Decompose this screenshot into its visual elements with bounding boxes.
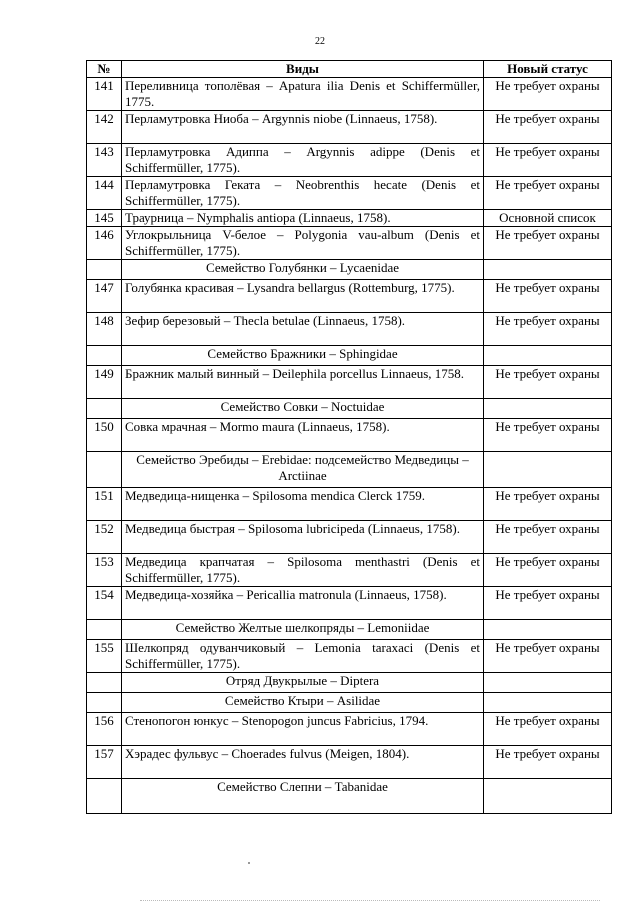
- species-name: Перламутровка Ниоба – Argynnis niobe (Linnaeus, 1758).: [122, 111, 484, 144]
- footer-dotted-line: [140, 900, 600, 901]
- species-name: Перламутровка Адиппа – Argynnis adippe (Denis et Schiffermüller, 1775).: [122, 144, 484, 177]
- species-number: 148: [87, 313, 122, 346]
- family-status-cell: [484, 399, 612, 419]
- family-name: Семейство Ктыри – Asilidae: [122, 693, 484, 713]
- table-row: [87, 227, 612, 260]
- species-status: Не требует охраны: [484, 713, 612, 746]
- table-row: [87, 280, 612, 313]
- table-row: [87, 177, 612, 210]
- species-status: Не требует охраны: [484, 587, 612, 620]
- table-row: [87, 210, 612, 227]
- table-row: [87, 78, 612, 111]
- family-row: [87, 346, 612, 366]
- family-number-cell: [87, 779, 122, 814]
- family-number-cell: [87, 260, 122, 280]
- family-name: Отряд Двукрылые – Diptera: [122, 673, 484, 693]
- table-header-row: [87, 61, 612, 78]
- family-number-cell: [87, 346, 122, 366]
- species-number: 145: [87, 210, 122, 227]
- species-number: 143: [87, 144, 122, 177]
- species-name: Бражник малый винный – Deilephila porcellus Linnaeus, 1758.: [122, 366, 484, 399]
- family-status-cell: [484, 673, 612, 693]
- family-name: Семейство Эребиды – Erebidae: подсемейство Медведицы – Arctiinae: [122, 452, 484, 488]
- species-status: Не требует охраны: [484, 78, 612, 111]
- species-status: Не требует охраны: [484, 366, 612, 399]
- species-number: 141: [87, 78, 122, 111]
- species-name: Траурница – Nymphalis antiopa (Linnaeus, 1758).: [122, 210, 484, 227]
- page-number: 22: [315, 36, 325, 47]
- family-status-cell: [484, 620, 612, 640]
- scan-speck: [248, 862, 250, 864]
- family-status-cell: [484, 452, 612, 488]
- table-row: [87, 640, 612, 673]
- species-number: 150: [87, 419, 122, 452]
- species-table: [86, 60, 612, 814]
- family-status-cell: [484, 693, 612, 713]
- family-row: [87, 673, 612, 693]
- species-name: Медведица-нищенка – Spilosoma mendica Clerck 1759.: [122, 488, 484, 521]
- table-row: [87, 521, 612, 554]
- species-status: Не требует охраны: [484, 313, 612, 346]
- table-row: [87, 713, 612, 746]
- family-row: [87, 260, 612, 280]
- table-row: [87, 554, 612, 587]
- family-number-cell: [87, 399, 122, 419]
- family-number-cell: [87, 620, 122, 640]
- species-status: Не требует охраны: [484, 111, 612, 144]
- species-number: 142: [87, 111, 122, 144]
- family-status-cell: [484, 346, 612, 366]
- species-number: 154: [87, 587, 122, 620]
- species-status: Не требует охраны: [484, 746, 612, 779]
- family-row: [87, 452, 612, 488]
- species-name: Переливница тополёвая – Apatura ilia Denis et Schiffermüller, 1775.: [122, 78, 484, 111]
- family-name: Семейство Желтые шелкопряды – Lemoniidae: [122, 620, 484, 640]
- family-name: Семейство Бражники – Sphingidae: [122, 346, 484, 366]
- family-number-cell: [87, 452, 122, 488]
- species-number: 156: [87, 713, 122, 746]
- species-number: 153: [87, 554, 122, 587]
- species-status: Не требует охраны: [484, 144, 612, 177]
- species-name: Стенопогон юнкус – Stenopogon juncus Fabricius, 1794.: [122, 713, 484, 746]
- family-name: Семейство Слепни – Tabanidae: [122, 779, 484, 814]
- table-row: [87, 313, 612, 346]
- species-number: 151: [87, 488, 122, 521]
- header-number: №: [87, 61, 122, 78]
- species-name: Хэрадес фульвус – Choerades fulvus (Meigen, 1804).: [122, 746, 484, 779]
- species-name: Медведица крапчатая – Spilosoma menthastri (Denis et Schiffermüller, 1775).: [122, 554, 484, 587]
- family-number-cell: [87, 693, 122, 713]
- table-row: [87, 419, 612, 452]
- family-number-cell: [87, 673, 122, 693]
- table-body: [87, 78, 612, 814]
- table-row: [87, 587, 612, 620]
- family-row: [87, 399, 612, 419]
- table-row: [87, 144, 612, 177]
- header-status: Новый статус: [484, 61, 612, 78]
- family-name: Семейство Совки – Noctuidae: [122, 399, 484, 419]
- header-species: Виды: [122, 61, 484, 78]
- species-number: 157: [87, 746, 122, 779]
- table-row: [87, 746, 612, 779]
- family-status-cell: [484, 260, 612, 280]
- table-row: [87, 111, 612, 144]
- species-status: Не требует охраны: [484, 177, 612, 210]
- table-row: [87, 488, 612, 521]
- species-number: 155: [87, 640, 122, 673]
- species-name: Зефир березовый – Thecla betulae (Linnaeus, 1758).: [122, 313, 484, 346]
- species-status: Не требует охраны: [484, 419, 612, 452]
- species-name: Голубянка красивая – Lysandra bellargus (Rottemburg, 1775).: [122, 280, 484, 313]
- family-name: Семейство Голубянки – Lycaenidae: [122, 260, 484, 280]
- species-name: Шелкопряд одуванчиковый – Lemonia taraxaci (Denis et Schiffermüller, 1775).: [122, 640, 484, 673]
- species-number: 147: [87, 280, 122, 313]
- species-number: 152: [87, 521, 122, 554]
- species-status: Не требует охраны: [484, 554, 612, 587]
- family-row: [87, 779, 612, 814]
- species-status: Не требует охраны: [484, 521, 612, 554]
- species-name: Перламутровка Геката – Neobrenthis hecate (Denis et Schiffermüller, 1775).: [122, 177, 484, 210]
- species-name: Совка мрачная – Mormo maura (Linnaeus, 1758).: [122, 419, 484, 452]
- species-status: Не требует охраны: [484, 280, 612, 313]
- species-number: 149: [87, 366, 122, 399]
- species-number: 146: [87, 227, 122, 260]
- species-status: Не требует охраны: [484, 640, 612, 673]
- species-status: Не требует охраны: [484, 227, 612, 260]
- family-status-cell: [484, 779, 612, 814]
- species-name: Медведица быстрая – Spilosoma lubricipeda (Linnaeus, 1758).: [122, 521, 484, 554]
- family-row: [87, 620, 612, 640]
- species-status: Не требует охраны: [484, 488, 612, 521]
- species-name: Углокрыльница V-белое – Polygonia vau-album (Denis et Schiffermüller, 1775).: [122, 227, 484, 260]
- table-row: [87, 366, 612, 399]
- species-name: Медведица-хозяйка – Pericallia matronula (Linnaeus, 1758).: [122, 587, 484, 620]
- species-number: 144: [87, 177, 122, 210]
- family-row: [87, 693, 612, 713]
- species-status: Основной список: [484, 210, 612, 227]
